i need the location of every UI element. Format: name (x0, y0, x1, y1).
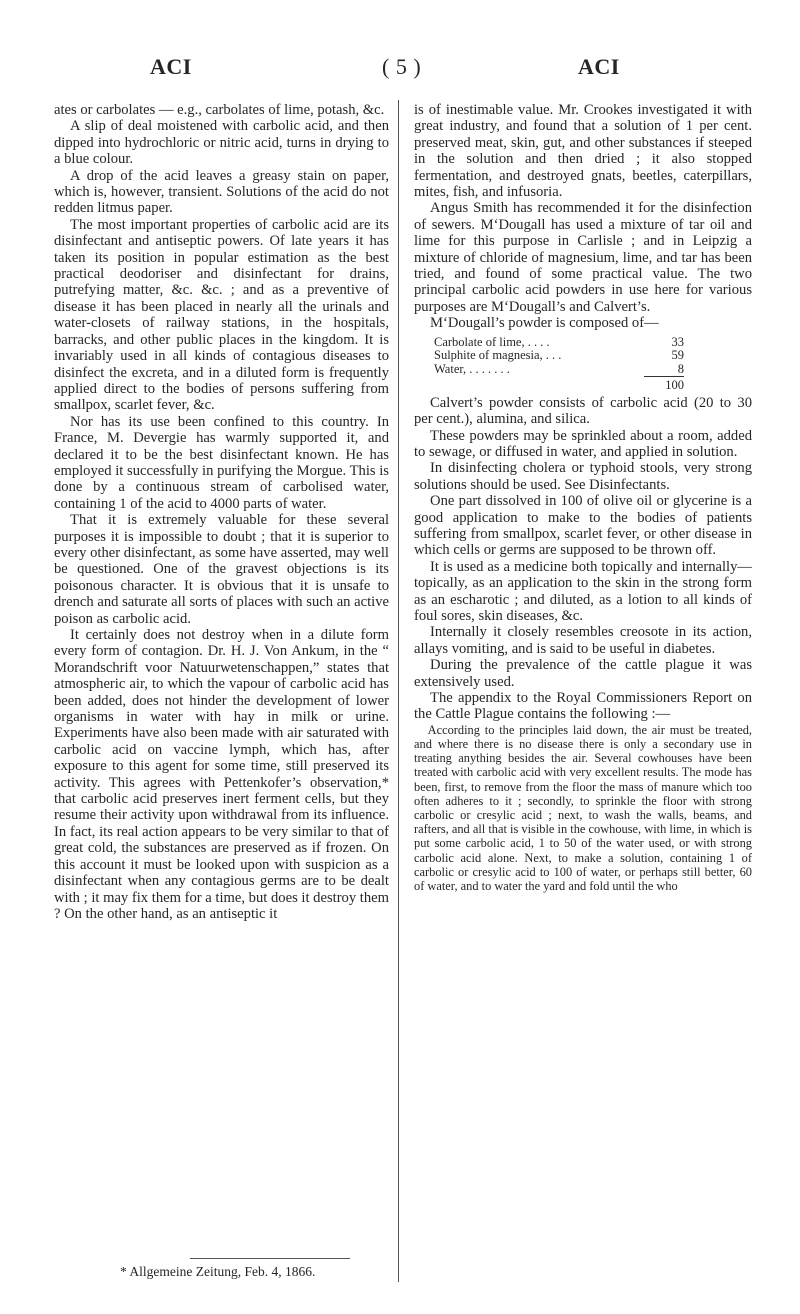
composition-row (434, 363, 684, 377)
left-column-paragraph: It certainly does not destroy when in a dilute form every form of contagion. Dr. H. J. Von Ankum, in the “ Morandschrift voor Natuurwetenschappen,” states that atmospheric air, to which the vapour of carbolic acid has been added, does not hinder the development of lower organisms in water with hay in milk or urine. Experiments have also been made with air saturated with carbolic acid on vaccine lymph, which has, after exposure to this agent for some time, still preserved its activity. This agrees with Pettenkofer’s observation,* that carbolic acid preserves inert ferment cells, but they resume their activity upon withdrawal from its influence. In fact, its real action appears to be very similar to that of great cold, the substances are preserved as if frozen. On this account it must be looked upon with suspicion as a disinfectant when any contagious germs are to be dealt with ; it may fix them for a time, but does it destroy them ? On the other hand, as an antiseptic it (54, 627, 389, 922)
composition-ingredient: Water, . . . . . . . (434, 361, 510, 376)
footnote-rule (190, 1258, 350, 1259)
header-left-word: ACI (150, 54, 192, 79)
running-header (0, 54, 800, 84)
right-column-after-table-paragraph: Calvert’s powder consists of carbolic acid (20 to 30 per cent.), alumina, and silica. (414, 394, 752, 428)
right-column-after-table-paragraph: One part dissolved in 100 of olive oil or glycerine is a good application to make to the bodies of patients suffering from smallpox, scarlet fever, or other disease in which cells or germs are supposed to be thrown off. (414, 493, 752, 559)
composition-row (434, 349, 684, 363)
right-column-after-table-paragraph: These powders may be sprinkled about a room, added to sewage, or diffused in water, and applied in solution. (414, 427, 752, 460)
composition-amount: 8 (677, 361, 684, 376)
composition-total: 100 (644, 377, 684, 393)
composition-ingredient: Sulphite of magnesia, . . . (434, 348, 562, 363)
quoted-report: According to the principles laid down, the air must be treated, and where there is no disease there is only a secondary use in treating anything besides the air. Several cowhouses have been treated with carbolic acid with very excellent results. The mode has been, first, to remove from the floor the mass of manure which too often adheres to it ; secondly, to sprinkle the floor with strong carbolic or cresylic acid ; next, to wash the walls, beams, and rafters, and all that is visible in the cowhouse, with lime, in which is put some carbolic acid, 1 to 50 of the water used, or with strong carbolic acid alone. Next, to make a solution, containing 1 of carbolic or cresylic acid to 100 of water, or perhaps still better, 60 of water, and to water the yard and fold until the who (414, 722, 752, 894)
composition-row (434, 336, 684, 350)
composition-ingredient: Carbolate of lime, . . . . (434, 334, 550, 349)
footnote: * Allgemeine Zeitung, Feb. 4, 1866. (120, 1264, 316, 1279)
composition-table (434, 336, 684, 393)
left-column-paragraph: Nor has its use been confined to this country. In France, M. Devergie has warmly supported it, and declared it to be the best disinfectant known. He has employed it successfully in purifying the Morgue. This is done by a continuous stream of carbolised water, containing 1 of the acid to 4000 parts of water. (54, 413, 389, 512)
left-column-paragraph: A drop of the acid leaves a greasy stain on paper, which is, however, transient. Solutions of the acid do not redden litmus paper. (54, 167, 389, 217)
composition-amount: 33 (671, 334, 684, 349)
composition-amount: 59 (671, 348, 684, 363)
right-column-before-table-paragraph: Angus Smith has recommended it for the disinfection of sewers. M‘Dougall has used a mixture of tar oil and lime for this purpose in Carlisle ; and in Leipzig a mixture of chloride of magnesium, lime, and tar has been tried, and found of some practical value. The two principal carbolic acid powders in use here for various purposes are M‘Dougall’s and Calvert’s. (414, 200, 752, 315)
left-column-paragraph: A slip of deal moistened with carbolic acid, and then dipped into hydrochloric or nitric acid, turns in drying to a blue colour. (54, 118, 389, 168)
right-column-after-table-paragraph: During the prevalence of the cattle plague it was extensively used. (414, 657, 752, 690)
right-column-before-table-paragraph: M‘Dougall’s powder is composed of— (430, 315, 659, 332)
right-column-after-table-paragraph: The appendix to the Royal Commissioners Report on the Cattle Plague contains the following :— (414, 690, 752, 723)
composition-total-row (434, 377, 684, 393)
right-column (414, 102, 752, 893)
right-column-before-table-paragraph: is of inestimable value. Mr. Crookes investigated it with great industry, and found that a solution of 1 per cent. preserved meat, skin, gut, and other substances if steeped in the solution and then dried ; it also stopped fermentation, and destroyed gnats, beetles, caterpillars, mites, fish, and infusoria. (414, 102, 752, 201)
right-column-after-table-paragraph: It is used as a medicine both topically and internally—topically, as an application to the skin in the strong form as an escharotic ; and diluted, as a lotion to all kinds of foul sores, skin diseases, &c. (414, 558, 752, 624)
left-column (54, 102, 389, 922)
right-column-after-table-paragraph: In disinfecting cholera or typhoid stools, very strong solutions should be used. See Disinfectants. (414, 460, 752, 493)
left-column-paragraph: ates or carbolates — e.g., carbolates of lime, potash, &c. (54, 102, 385, 118)
right-column-text-bottom (414, 395, 752, 723)
column-divider (398, 100, 399, 1282)
right-column-after-table-paragraph: Internally it closely resembles creosote in its action, allays vomiting, and is said to be useful in diabetes. (414, 624, 752, 657)
left-column-paragraph: That it is extremely valuable for these several purposes it is impossible to doubt ; that it is superior to every other disinfectant, as some have asserted, may well be questioned. One of the gravest objections is its poisonous character. It is obvious that it is unsafe to drench and saturate all sorts of places with such an active poison as carbolic acid. (54, 512, 389, 627)
page-number: ( 5 ) (382, 54, 422, 79)
right-column-text-top (414, 102, 752, 332)
left-column-paragraph: The most important properties of carbolic acid are its disinfectant and antiseptic powers. Of late years it has taken its position in popular estimation as the best practical deodoriser and disinfectant for drains, putrefying matter, &c. &c. ; and as a preventive of disease it has been placed in nearly all the urinals and water-closets of railway stations, in the hospitals, barracks, and other public places in the kingdom. It is invariably used in all kinds of contagious diseases to disinfect the excreta, and in a diluted form is frequently applied direct to the bodies of persons suffering from smallpox, scarlet fever, &c. (54, 216, 389, 414)
header-right-word: ACI (578, 54, 620, 79)
